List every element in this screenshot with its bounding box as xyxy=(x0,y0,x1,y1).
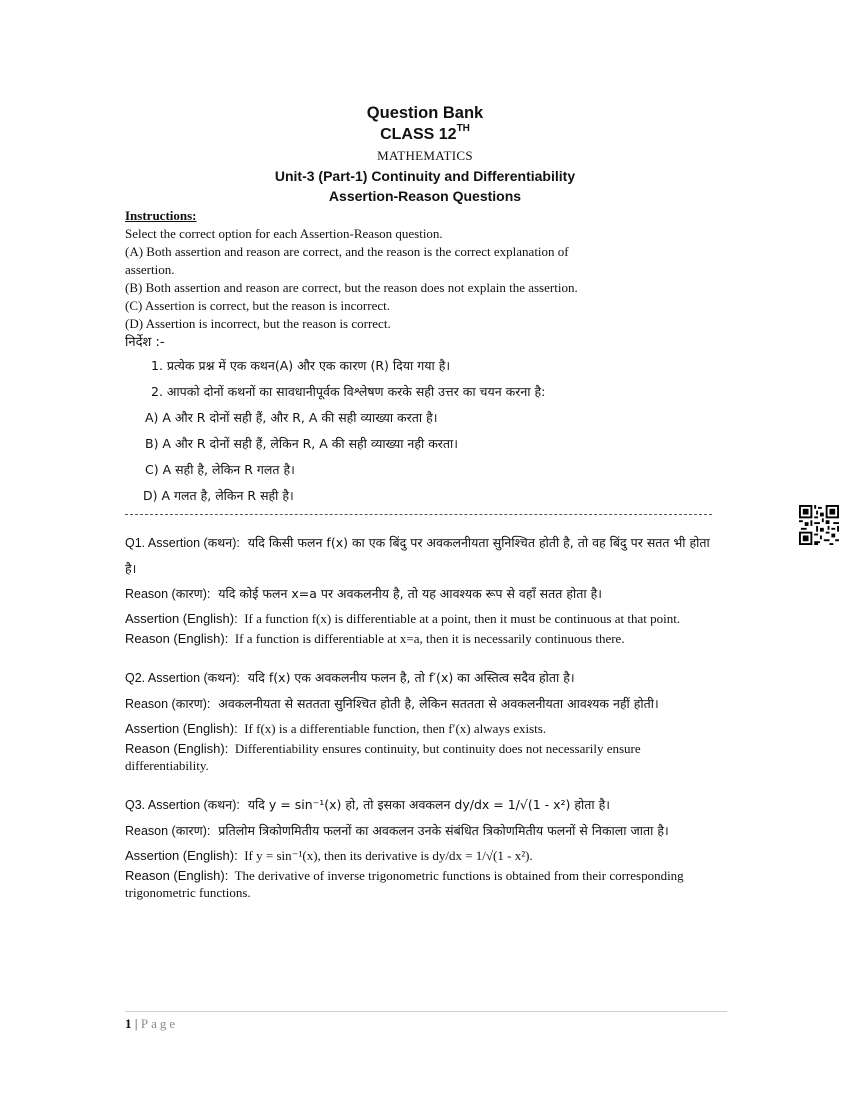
hindi-option-item: D) A गलत है, लेकिन R सही है। xyxy=(143,488,294,503)
assertion-english-text: If a function f(x) is differentiable at a point, then it must be continuous at that point. xyxy=(244,611,681,626)
assertion-hindi xyxy=(125,665,725,691)
reason-english-label: Reason (English): xyxy=(125,868,229,883)
class-label xyxy=(0,124,850,146)
reason-english xyxy=(125,740,725,774)
assertion-english-label: Assertion (English): xyxy=(125,848,238,863)
question-block-2 xyxy=(125,665,725,774)
hindi-instruction-item: 2. आपको दोनों कथनों का सावधानीपूर्वक विश्लेषण करके सही उत्तर का चयन करना है: xyxy=(151,384,546,399)
question-block-3 xyxy=(125,792,725,901)
hindi-option-item: A) A और R दोनों सही हैं, और R, A की सही व्याख्या करता है। xyxy=(145,410,438,425)
subject-label: MATHEMATICS xyxy=(377,148,473,163)
page-title: Question Bank xyxy=(366,104,484,122)
instructions-section xyxy=(125,207,725,509)
reason-label: Reason (कारण): xyxy=(125,824,211,838)
hindi-instructions-list xyxy=(125,353,725,509)
page-number: 1 xyxy=(125,1016,132,1031)
instruction-line: assertion. xyxy=(125,262,175,277)
hindi-instruction-item: 1. प्रत्येक प्रश्न में एक कथन(A) और एक कारण (R) दिया गया है। xyxy=(151,358,451,373)
instructions-heading: Instructions: xyxy=(125,208,197,223)
question-label: Q2. Assertion (कथन): xyxy=(125,671,240,685)
reason-english-label: Reason (English): xyxy=(125,741,229,756)
assertion-english-text: If y = sin⁻¹(x), then its derivative is dy/dx = 1/√(1 - x²). xyxy=(244,848,533,863)
assertion-english xyxy=(125,720,725,737)
reason-hindi xyxy=(125,581,725,607)
assertion-english xyxy=(125,610,725,627)
hindi-instructions-heading: निर्देश :- xyxy=(125,335,165,350)
assertion-hindi xyxy=(125,530,725,581)
question-label: Q3. Assertion (कथन): xyxy=(125,798,240,812)
reason-hindi xyxy=(125,691,725,717)
assertion-hindi-text: यदि f(x) एक अवकलनीय फलन है, तो f′(x) का अस्तित्व सदैव होता है। xyxy=(247,670,575,685)
reason-label: Reason (कारण): xyxy=(125,697,211,711)
reason-hindi xyxy=(125,818,725,844)
reason-hindi-text: यदि कोई फलन x=a पर अवकलनीय है, तो यह आवश्यक रूप से वहाँ सतत होता है। xyxy=(218,586,602,601)
footer-separator: | xyxy=(134,1016,138,1031)
assertion-hindi-text: यदि y = sin⁻¹(x) हो, तो इसका अवकलन dy/dx = 1/√(1 - x²) होता है। xyxy=(247,797,610,812)
assertion-english-label: Assertion (English): xyxy=(125,611,238,626)
class-superscript: TH xyxy=(456,123,470,134)
instruction-line: (A) Both assertion and reason are correct, and the reason is the correct explanation of xyxy=(125,244,569,259)
class-text: CLASS 12 xyxy=(380,126,457,143)
instruction-line: (D) Assertion is incorrect, but the reason is correct. xyxy=(125,316,391,331)
instruction-line: Select the correct option for each Assertion-Reason question. xyxy=(125,226,443,241)
assertion-english-text: If f(x) is a differentiable function, then f′(x) always exists. xyxy=(244,721,547,736)
question-type: Assertion-Reason Questions xyxy=(328,188,522,204)
page-footer xyxy=(125,1016,178,1032)
reason-label: Reason (कारण): xyxy=(125,587,211,601)
qr-code-icon xyxy=(799,505,839,545)
instruction-line: (C) Assertion is correct, but the reason is incorrect. xyxy=(125,298,390,313)
reason-english-label: Reason (English): xyxy=(125,631,229,646)
reason-english-text: The derivative of inverse trigonometric functions is obtained from their corresponding trigonometric functions. xyxy=(125,868,684,900)
reason-hindi-text: अवकलनीयता से सततता सुनिश्चित होती है, लेकिन सततता से अवकलनीयता आवश्यक नहीं होती। xyxy=(218,696,659,711)
reason-english xyxy=(125,630,725,647)
question-label: Q1. Assertion (कथन): xyxy=(125,536,240,550)
hindi-option-item: B) A और R दोनों सही हैं, लेकिन R, A की सही व्याख्या नही करता। xyxy=(145,436,459,451)
assertion-hindi-text: यदि किसी फलन f(x) का एक बिंदु पर अवकलनीयता सुनिश्चित होती है, तो वह बिंदु पर सतत भी होता है। xyxy=(125,535,710,576)
reason-english xyxy=(125,867,725,901)
instruction-line: (B) Both assertion and reason are correct, but the reason does not explain the assertion. xyxy=(125,280,578,295)
dashed-divider xyxy=(125,514,712,515)
assertion-hindi xyxy=(125,792,725,818)
hindi-option-item: C) A सही है, लेकिन R गलत है। xyxy=(145,462,295,477)
reason-english-text: Differentiability ensures continuity, but continuity does not necessarily ensure differentiability. xyxy=(125,741,641,773)
question-block-1 xyxy=(125,530,725,647)
reason-english-text: If a function is differentiable at x=a, then it is necessarily continuous there. xyxy=(234,631,625,646)
footer-divider xyxy=(125,1011,727,1012)
unit-title: Unit-3 (Part-1) Continuity and Differentiability xyxy=(274,168,576,184)
assertion-english-label: Assertion (English): xyxy=(125,721,238,736)
questions-section xyxy=(125,530,725,919)
assertion-english xyxy=(125,847,725,864)
header xyxy=(0,102,850,206)
page-word: Page xyxy=(140,1016,179,1031)
reason-hindi-text: प्रतिलोम त्रिकोणमितीय फलनों का अवकलन उनके संबंधित त्रिकोणमितीय फलनों से निकाला जाता है। xyxy=(218,823,669,838)
